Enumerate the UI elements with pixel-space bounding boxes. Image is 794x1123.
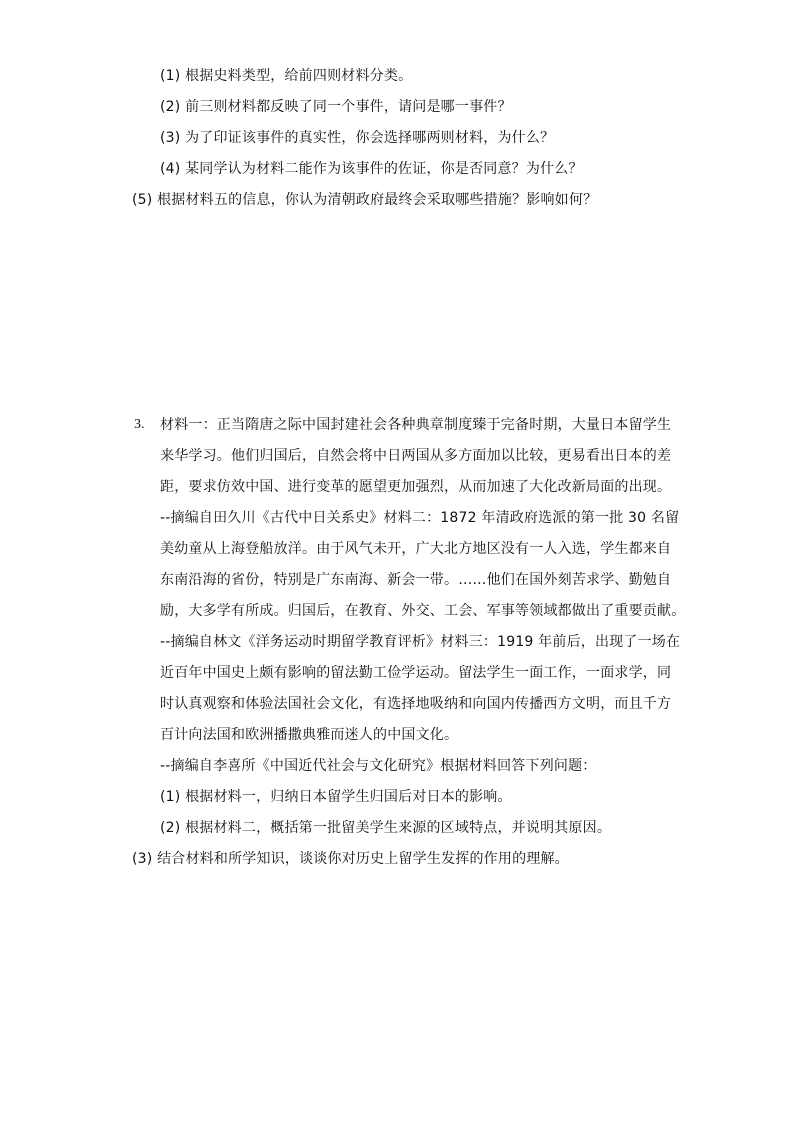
q3-line: 东南沿海的省份，特别是广东南海、新会一带。……他们在国外刻苦求学、勤勉自 [160, 572, 672, 588]
q3-line: 近百年中国史上颇有影响的留法勤工俭学运动。留法学生一面工作，一面求学，同 [160, 665, 672, 681]
q3-line: 时认真观察和体验法国社会文化，有选择地吸纳和向国内传播西方文明，而且千方 [160, 696, 672, 712]
q3-line: 百计向法国和欧洲播撒典雅而迷人的中国文化。 [160, 727, 459, 743]
q3-sub3: (3) 结合材料和所学知识，谈谈你对历史上留学生发挥的作用的理解。 [132, 851, 569, 867]
q3-line: --摘编自林文《洋务运动时期留学教育评析》材料三：1919 年前后，出现了一场在 [160, 634, 681, 650]
q3-line: 励，大多学有所成。归国后，在教育、外交、工会、军事等领域都做出了重要贡献。 [160, 603, 686, 619]
q3-sub1: (1) 根据材料一，归纳日本留学生归国后对日本的影响。 [160, 789, 512, 805]
q2-sub2: (2) 前三则材料都反映了同一个事件，请问是哪一事件？ [160, 99, 512, 115]
q2-sub3: (3) 为了印证该事件的真实性，你会选择哪两则材料，为什么？ [160, 130, 555, 146]
q3-line: --摘编自李喜所《中国近代社会与文化研究》根据材料回答下列问题： [160, 758, 597, 774]
q3-number: 3. [134, 417, 145, 432]
q3-line: 来华学习。他们归国后，自然会将中日两国从多方面加以比较，更易看出日本的差 [160, 448, 672, 464]
q2-sub5: (5) 根据材料五的信息，你认为清朝政府最终会采取哪些措施？影响如何？ [132, 192, 598, 208]
q2-sub1: (1) 根据史料类型，给前四则材料分类。 [160, 68, 413, 84]
q3-line: --摘编自田久川《古代中日关系史》材料二：1872 年清政府选派的第一批 30 名留 [160, 510, 680, 526]
q3-line: 美幼童从上海登船放洋。由于风气未开，广大北方地区没有一人入选，学生都来自 [160, 541, 672, 557]
q3-line: 材料一：正当隋唐之际中国封建社会各种典章制度臻于完备时期，大量日本留学生 [160, 417, 672, 433]
q2-sub4: (4) 某同学认为材料二能作为该事件的佐证，你是否同意？为什么？ [160, 161, 583, 177]
q3-line: 距，要求仿效中国、进行变革的愿望更加强烈，从而加速了大化改新局面的出现。 [160, 479, 672, 495]
q3-sub2: (2) 根据材料二，概括第一批留美学生来源的区域特点，并说明其原因。 [160, 820, 612, 836]
